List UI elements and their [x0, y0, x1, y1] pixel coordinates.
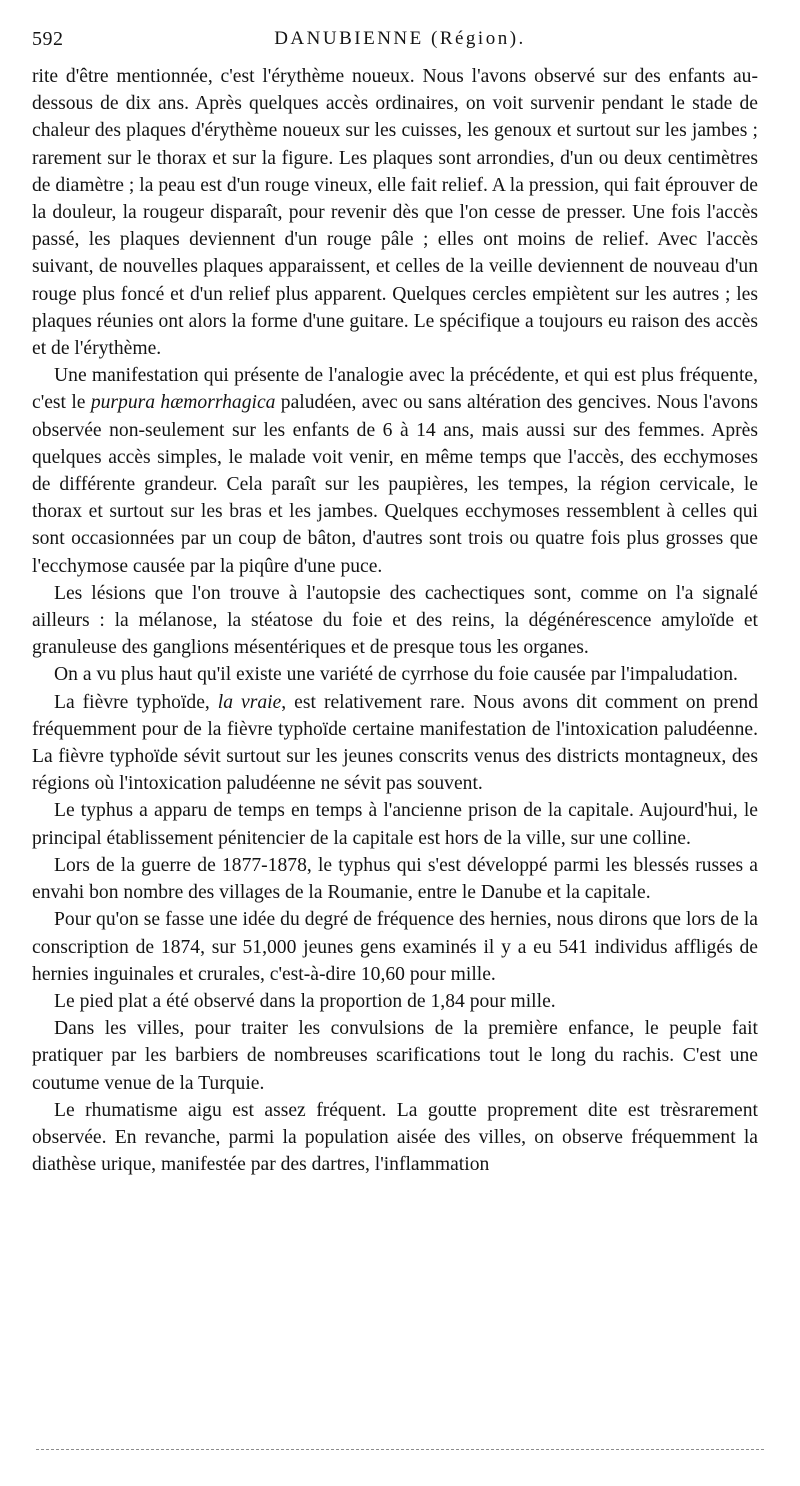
- body-text: [32, 63, 758, 1178]
- text-run: La fièvre typhoïde,: [54, 691, 218, 713]
- paragraph: [32, 580, 758, 662]
- paragraph: [32, 661, 758, 688]
- paragraph: [32, 689, 758, 798]
- text-run: On a vu plus haut qu'il existe une variété de cyrrhose du foie causée par l'impaludation.: [54, 664, 738, 686]
- text-run: Le rhumatisme aigu est assez fréquent. La goutte proprement dite est trèsrarement observée. En revanche, parmi la population aisée des villes, on observe fréquemment la diathèse urique, manifestée par des dartres, l'inflammation: [32, 1099, 758, 1176]
- paragraph: [32, 988, 758, 1015]
- text-run: Les lésions que l'on trouve à l'autopsie des cachectiques sont, comme on l'a signalé ailleurs : la mélanose, la stéatose du foie et des reins, la dégénérescence amyloïde et granuleuse des ganglions mésentériques et de presque tous les organes.: [32, 582, 758, 659]
- text-run: Pour qu'on se fasse une idée du degré de fréquence des hernies, nous dirons que lors de la conscription de 1874, sur 51,000 jeunes gens examinés il y a eu 541 individus affligés de hernies inguinales et crurales, c'est-à-dire 10,60 pour mille.: [32, 909, 758, 985]
- paragraph: [32, 1015, 758, 1097]
- italic-term: purpura hæmorrhagica: [90, 392, 276, 414]
- paragraph: [32, 797, 758, 851]
- text-run: paludéen, avec ou sans altération des gencives. Nous l'avons observée non-seulement sur les enfants de 6 à 14 ans, mais aussi sur des femmes. Après quelques accès simples, le malade voit venir, en même temps que l'accès, des ecchymoses de différente grandeur. Cela paraît sur les paupières, les tempes, la région cervicale, le thorax et surtout sur les bras et les jambes. Quelques ecchymoses ressemblent à celles qui sont occasionnées par un coup de bâton, d'autres sont trois ou quatre fois plus grosses que l'ecchymose causée par la piqûre d'une puce.: [32, 392, 758, 577]
- paragraph: [32, 906, 758, 988]
- page-header: [30, 28, 770, 58]
- running-title: DANUBIENNE (Région).: [274, 28, 526, 49]
- text-run: Le typhus a apparu de temps en temps à l'ancienne prison de la capitale. Aujourd'hui, le principal établissement pénitencier de la capitale est hors de la ville, sur une colline.: [32, 800, 758, 849]
- text-run: rite d'être mentionnée, c'est l'érythème noueux. Nous l'avons observé sur des enfants au-dessous de dix ans. Après quelques accès ordinaires, on voit survenir pendant le stade de chaleur des plaques d'érythème noueux sur les cuisses, les genoux et surtout sur les jambes ; rarement sur le thorax et sur la figure. Les plaques sont arrondies, d'un ou deux centimètres de diamètre ; la peau est d'un rouge vineux, elle fait relief. A la pression, qui fait éprouver de la douleur, la rougeur disparaît, pour revenir dès que l'on cesse de presser. Une fois l'accès passé, les plaques deviennent d'un rouge pâle ; elles ont moins de relief. Avec l'accès suivant, de nouvelles plaques apparaissent, et celles de la veille deviennent de nouveau d'un rouge plus foncé et d'un relief plus apparent. Quelques cercles empiètent sur les autres ; les plaques réunies ont alors la forme d'une guitare. Le spécifique a toujours eu raison des accès et de l'érythème.: [32, 66, 758, 360]
- paragraph: [32, 1097, 758, 1179]
- text-run: Lors de la guerre de 1877-1878, le typhus qui s'est développé parmi les blessés russes a envahi bon nombre des villages de la Roumanie, entre le Danube et la capitale.: [32, 854, 758, 904]
- page-number: 592: [32, 28, 64, 50]
- text-run: Le pied plat a été observé dans la proportion de 1,84 pour mille.: [54, 990, 556, 1012]
- footer-rule: [36, 1449, 764, 1450]
- paragraph: [32, 63, 758, 362]
- text-run: Une manifestation qui présente de l'analogie avec la précédente, et qui est plus fréquente, c'est le: [32, 365, 758, 414]
- paragraph: [32, 362, 758, 580]
- paragraph: [32, 852, 758, 906]
- italic-term: la vraie: [217, 691, 282, 713]
- text-run: Dans les villes, pour traiter les convulsions de la première enfance, le peuple fait pratiquer par les barbiers de nombreuses scarifications tout le long du rachis. C'est une coutume venue de la Turquie.: [32, 1018, 758, 1094]
- text-run: , est relativement rare. Nous avons dit comment on prend fréquemment pour de la fièvre typhoïde certaine manifestation de l'intoxication paludéenne. La fièvre typhoïde sévit surtout sur les jeunes conscrits venus des districts montagneux, des régions où l'intoxication paludéenne ne sévit pas souvent.: [32, 691, 759, 795]
